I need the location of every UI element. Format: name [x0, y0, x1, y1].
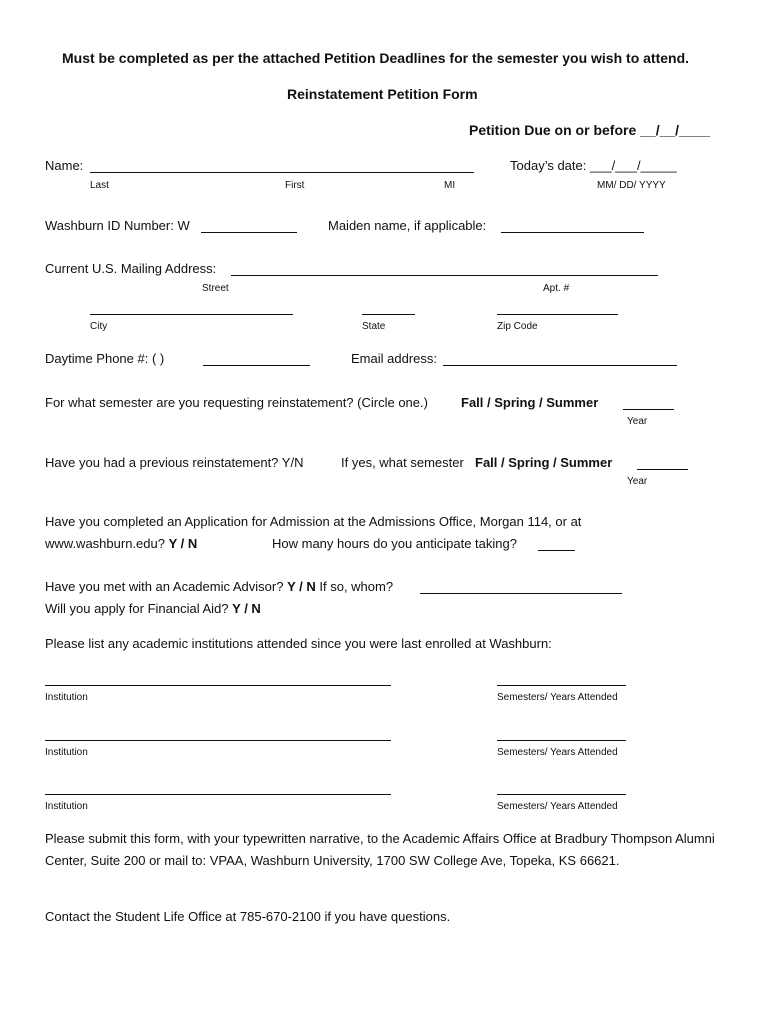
state-field[interactable] — [362, 314, 415, 315]
middle-initial-hint: MI — [444, 180, 456, 191]
admission-website-text: www.washburn.edu? — [45, 536, 165, 551]
last-name-hint: Last — [90, 180, 109, 191]
state-hint: State — [362, 321, 386, 332]
previous-year-hint: Year — [627, 476, 648, 487]
form-title: Reinstatement Petition Form — [287, 86, 478, 102]
financial-aid-yn[interactable]: Y / N — [232, 601, 261, 616]
street-field[interactable] — [231, 275, 658, 276]
maiden-name-field[interactable] — [501, 232, 644, 233]
admission-yn[interactable]: Y / N — [168, 536, 198, 551]
first-name-hint: First — [285, 180, 305, 191]
deadline-notice: Must be completed as per the attached Petition Deadlines for the semester you wish to attend. — [62, 50, 690, 66]
previous-reinstatement-question: Have you had a previous reinstatement? Y/N — [45, 455, 304, 470]
semester-year-hint: Year — [627, 416, 648, 427]
name-label: Name: — [45, 158, 84, 173]
contact-info: Contact the Student Life Office at 785-670-2100 if you have questions. — [45, 909, 451, 924]
submission-instructions: Please submit this form, with your typewritten narrative, to the Academic Affairs Office at Bradbury Thompson Alumni Center, Suite 200 or mail to: VPAA, Washburn University, 1700 SW College Ave, Topeka, KS 66621. — [45, 831, 715, 868]
institution-hint-1: Institution — [45, 692, 88, 703]
phone-label: Daytime Phone #: ( ) — [45, 351, 165, 366]
zip-field[interactable] — [497, 314, 618, 315]
previous-semester-followup: If yes, what semester — [341, 455, 464, 470]
semesters-hint-3: Semesters/ Years Attended — [497, 801, 618, 812]
street-hint: Street — [202, 283, 229, 294]
institution-hint-2: Institution — [45, 747, 88, 758]
semester-options[interactable]: Fall / Spring / Summer — [461, 395, 599, 410]
maiden-name-label: Maiden name, if applicable: — [328, 218, 487, 233]
email-field[interactable] — [443, 365, 677, 366]
todays-date-field[interactable]: Today’s date: ___/___/_____ — [510, 158, 677, 173]
institution-field-2[interactable] — [45, 740, 391, 741]
hours-question: How many hours do you anticipate taking? — [272, 536, 517, 551]
city-field[interactable] — [90, 314, 293, 315]
semesters-hint-2: Semesters/ Years Attended — [497, 747, 618, 758]
zip-hint: Zip Code — [497, 321, 538, 332]
previous-semester-options[interactable]: Fall / Spring / Summer — [475, 455, 613, 470]
institution-field-1[interactable] — [45, 685, 391, 686]
apt-hint: Apt. # — [543, 283, 570, 294]
institution-hint-3: Institution — [45, 801, 88, 812]
admission-website — [45, 536, 197, 551]
email-label: Email address: — [351, 351, 437, 366]
semesters-hint-1: Semesters/ Years Attended — [497, 692, 618, 703]
advisor-name-field[interactable] — [420, 593, 622, 594]
name-field[interactable] — [90, 172, 474, 173]
institution-field-3[interactable] — [45, 794, 391, 795]
financial-aid-question: Will you apply for Financial Aid? — [45, 601, 229, 616]
city-hint: City — [90, 321, 108, 332]
semesters-field-1[interactable] — [497, 685, 626, 686]
date-format-hint: MM/ DD/ YYYY — [597, 180, 666, 191]
advisor-question: Have you met with an Academic Advisor? — [45, 579, 284, 594]
previous-year-field[interactable] — [637, 469, 688, 470]
advisor-yn[interactable]: Y / N — [287, 579, 316, 594]
mailing-address-label: Current U.S. Mailing Address: — [45, 261, 217, 276]
washburn-id-label: Washburn ID Number: W — [45, 218, 190, 233]
semester-question: For what semester are you requesting reinstatement? (Circle one.) — [45, 395, 428, 410]
semester-year-field[interactable] — [623, 409, 674, 410]
semesters-field-2[interactable] — [497, 740, 626, 741]
advisor-whom: If so, whom? — [319, 579, 394, 594]
admission-question: Have you completed an Application for Admission at the Admissions Office, Morgan 114, or at — [45, 514, 582, 529]
washburn-id-field[interactable] — [201, 232, 297, 233]
hours-field[interactable] — [538, 550, 575, 551]
semesters-field-3[interactable] — [497, 794, 626, 795]
financial-aid-row — [45, 601, 261, 616]
due-date-label: Petition Due on or before __/__/____ — [469, 122, 711, 138]
advisor-row — [45, 579, 393, 594]
institutions-prompt: Please list any academic institutions attended since you were last enrolled at Washburn: — [45, 636, 552, 651]
phone-field[interactable] — [203, 365, 310, 366]
